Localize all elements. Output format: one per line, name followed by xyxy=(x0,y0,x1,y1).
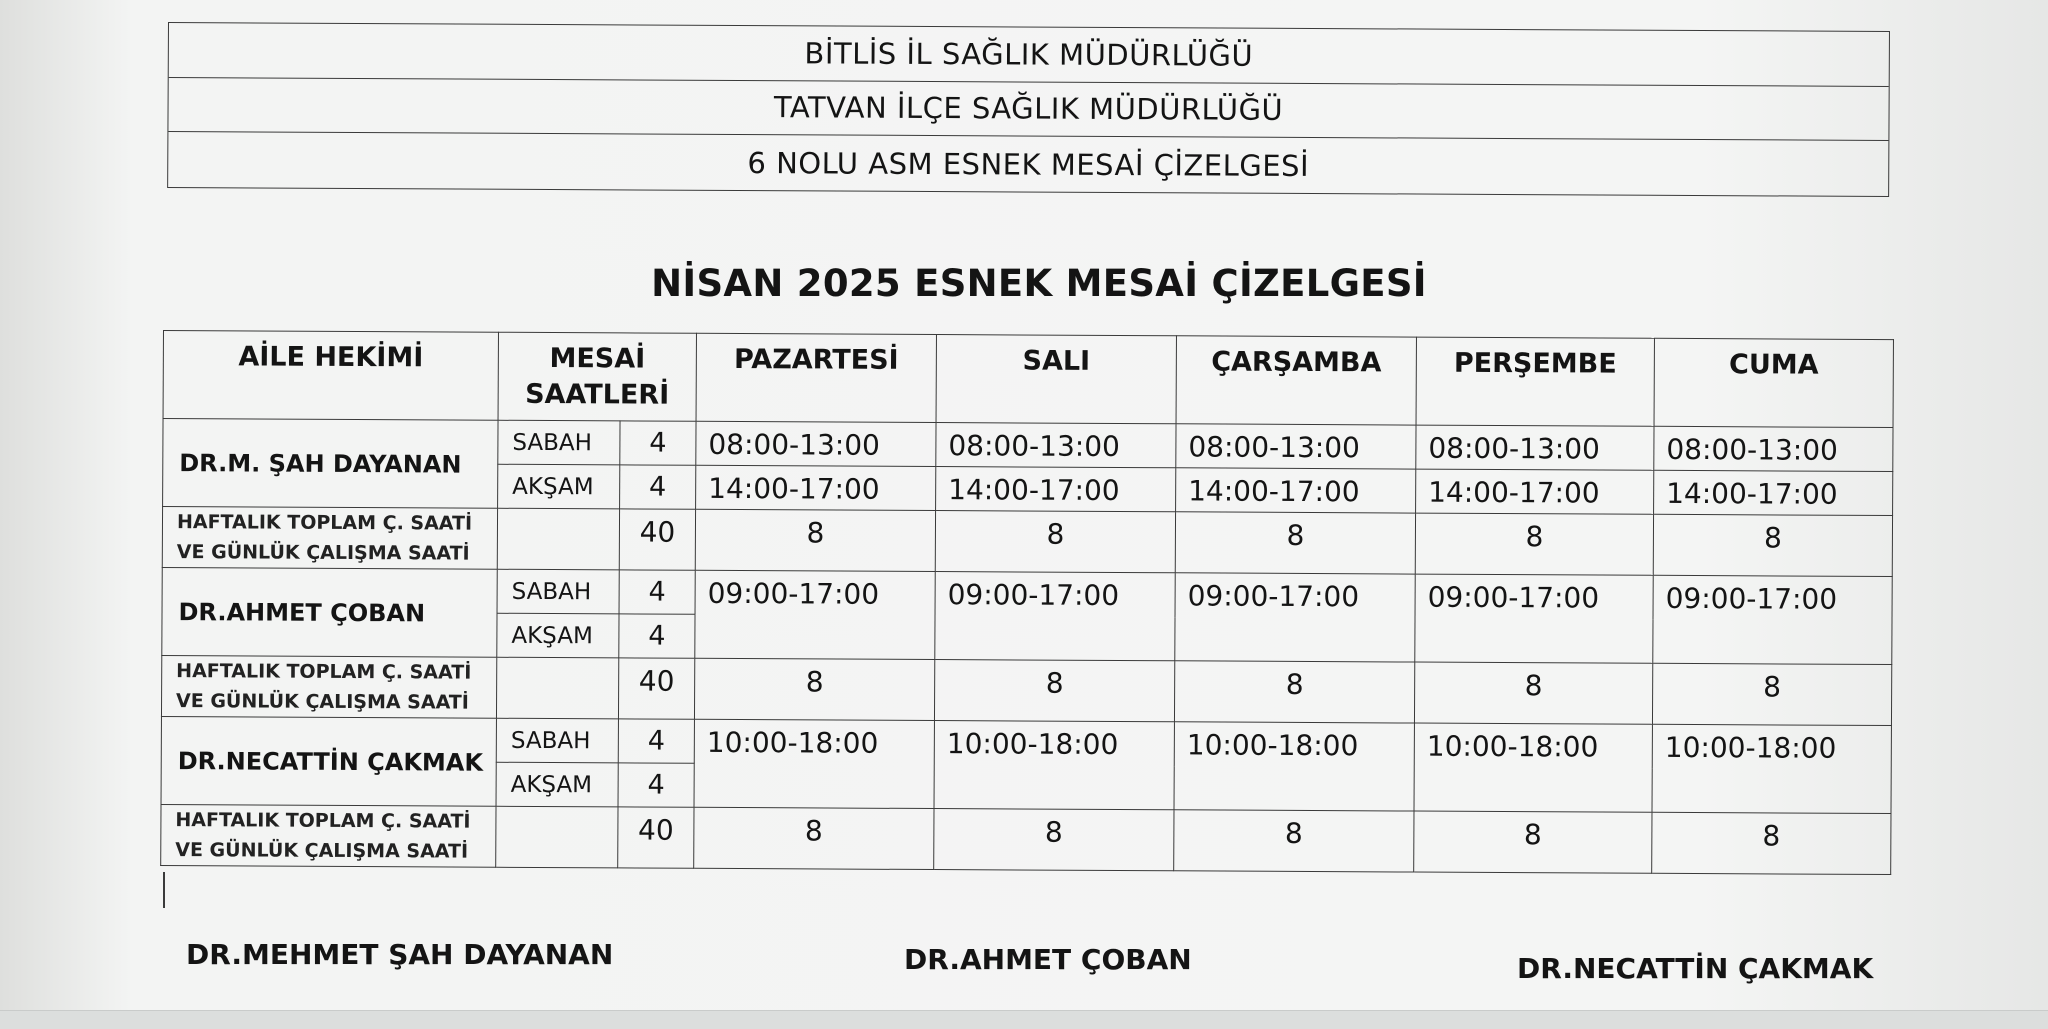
summary-label-line2: VE GÜNLÜK ÇALIŞMA SAATİ xyxy=(175,690,469,714)
time-cell: 14:00-17:00 xyxy=(1416,469,1654,514)
empty-cell xyxy=(496,806,618,868)
weekly-total-cell: 40 xyxy=(618,658,694,719)
table-row xyxy=(163,419,1893,472)
table-row xyxy=(162,567,1892,620)
daily-hours-cell: 8 xyxy=(694,658,934,720)
table-row xyxy=(161,716,1891,769)
daily-hours-cell: 8 xyxy=(1652,812,1891,874)
signature-dayanan: DR.MEHMET ŞAH DAYANAN xyxy=(186,938,614,971)
time-cell: 09:00-17:00 xyxy=(1415,574,1653,663)
daily-hours-cell: 8 xyxy=(934,809,1174,871)
table-row xyxy=(161,655,1891,725)
signature-coban: DR.AHMET ÇOBAN xyxy=(904,943,1192,976)
time-cell: 08:00-13:00 xyxy=(1416,425,1654,470)
shift-label-morning: SABAH xyxy=(497,569,619,614)
shift-label-morning: SABAH xyxy=(498,420,620,465)
daily-hours-cell: 8 xyxy=(934,660,1174,722)
time-cell: 08:00-13:00 xyxy=(1654,426,1893,471)
time-cell: 10:00-18:00 xyxy=(934,721,1174,810)
daily-hours-cell: 8 xyxy=(1414,662,1652,724)
daily-hours-cell: 8 xyxy=(1414,811,1652,873)
time-cell: 09:00-17:00 xyxy=(1175,573,1415,662)
page-title: NİSAN 2025 ESNEK MESAİ ÇİZELGESİ xyxy=(651,262,1427,305)
time-cell: 14:00-17:00 xyxy=(1176,468,1416,513)
shift-label-evening: AKŞAM xyxy=(497,613,619,658)
header-box xyxy=(167,22,1890,197)
empty-cell xyxy=(497,508,619,570)
signature-cakmak: DR.NECATTİN ÇAKMAK xyxy=(1517,952,1874,985)
col-header-wednesday: ÇARŞAMBA xyxy=(1176,336,1416,425)
time-cell: 14:00-17:00 xyxy=(696,465,936,510)
header-line-district: TATVAN İLÇE SAĞLIK MÜDÜRLÜĞÜ xyxy=(168,78,1888,142)
summary-label-cell xyxy=(161,804,496,867)
time-cell: 08:00-13:00 xyxy=(1176,424,1416,469)
daily-hours-cell: 8 xyxy=(1174,661,1414,723)
shift-label-morning: SABAH xyxy=(496,718,618,763)
summary-label-line2: VE GÜNLÜK ÇALIŞMA SAATİ xyxy=(176,541,470,565)
shift-hours-evening: 4 xyxy=(618,763,694,807)
time-cell: 14:00-17:00 xyxy=(936,467,1176,512)
header-line-province: BİTLİS İL SAĞLIK MÜDÜRLÜĞÜ xyxy=(169,23,1889,87)
summary-label-cell xyxy=(161,655,496,718)
daily-hours-cell: 8 xyxy=(1174,810,1414,872)
weekly-total-cell: 40 xyxy=(619,509,695,570)
shift-label-evening: AKŞAM xyxy=(496,762,618,807)
time-cell: 09:00-17:00 xyxy=(935,572,1175,661)
daily-hours-cell: 8 xyxy=(695,509,935,571)
time-cell: 10:00-18:00 xyxy=(1652,724,1891,813)
shift-hours-evening: 4 xyxy=(620,465,696,509)
daily-hours-cell: 8 xyxy=(1175,512,1415,574)
col-header-thursday: PERŞEMBE xyxy=(1416,337,1654,426)
time-cell: 10:00-18:00 xyxy=(1174,722,1414,811)
daily-hours-cell: 8 xyxy=(694,807,934,869)
time-cell: 09:00-17:00 xyxy=(1653,575,1892,664)
doctor-name-cell: DR.M. ŞAH DAYANAN xyxy=(163,419,498,509)
shift-hours-morning: 4 xyxy=(620,421,696,465)
status-bar xyxy=(0,1010,2048,1029)
daily-hours-cell: 8 xyxy=(935,511,1175,573)
schedule-table-wrapper xyxy=(160,330,1894,875)
time-cell: 08:00-13:00 xyxy=(936,423,1176,468)
doctor-name-cell: DR.AHMET ÇOBAN xyxy=(162,567,497,657)
col-header-friday: CUMA xyxy=(1654,338,1893,427)
summary-label-cell xyxy=(162,507,497,570)
doctor-name-cell: DR.NECATTİN ÇAKMAK xyxy=(161,716,496,806)
summary-label-line1: HAFTALIK TOPLAM Ç. SAATİ xyxy=(175,809,471,833)
daily-hours-cell: 8 xyxy=(1415,513,1653,575)
schedule-table xyxy=(160,330,1894,875)
table-border-extension xyxy=(163,872,165,908)
col-header-hours: MESAİ SAATLERİ xyxy=(498,332,696,421)
time-cell: 10:00-18:00 xyxy=(1414,723,1652,812)
daily-hours-cell: 8 xyxy=(1652,663,1891,725)
shift-hours-morning: 4 xyxy=(619,570,695,614)
time-cell: 09:00-17:00 xyxy=(695,570,935,659)
time-cell: 14:00-17:00 xyxy=(1654,470,1893,515)
shift-hours-evening: 4 xyxy=(619,614,695,658)
shift-hours-morning: 4 xyxy=(618,719,694,763)
summary-label-line1: HAFTALIK TOPLAM Ç. SAATİ xyxy=(176,660,472,684)
table-header-row xyxy=(163,331,1893,428)
summary-label-line2: VE GÜNLÜK ÇALIŞMA SAATİ xyxy=(175,839,469,863)
time-cell: 08:00-13:00 xyxy=(696,421,936,466)
col-header-doctor: AİLE HEKİMİ xyxy=(163,331,498,421)
time-cell: 10:00-18:00 xyxy=(694,719,934,808)
header-line-asm: 6 NOLU ASM ESNEK MESAİ ÇİZELGESİ xyxy=(747,145,1310,183)
summary-label-line1: HAFTALIK TOPLAM Ç. SAATİ xyxy=(176,511,473,535)
table-row xyxy=(162,507,1892,577)
daily-hours-cell: 8 xyxy=(1653,514,1892,576)
col-header-tuesday: SALI xyxy=(936,335,1176,424)
empty-cell xyxy=(496,657,618,719)
weekly-total-cell: 40 xyxy=(618,807,694,868)
table-row xyxy=(161,804,1891,874)
shift-label-evening: AKŞAM xyxy=(498,464,620,509)
col-header-monday: PAZARTESİ xyxy=(696,333,936,422)
